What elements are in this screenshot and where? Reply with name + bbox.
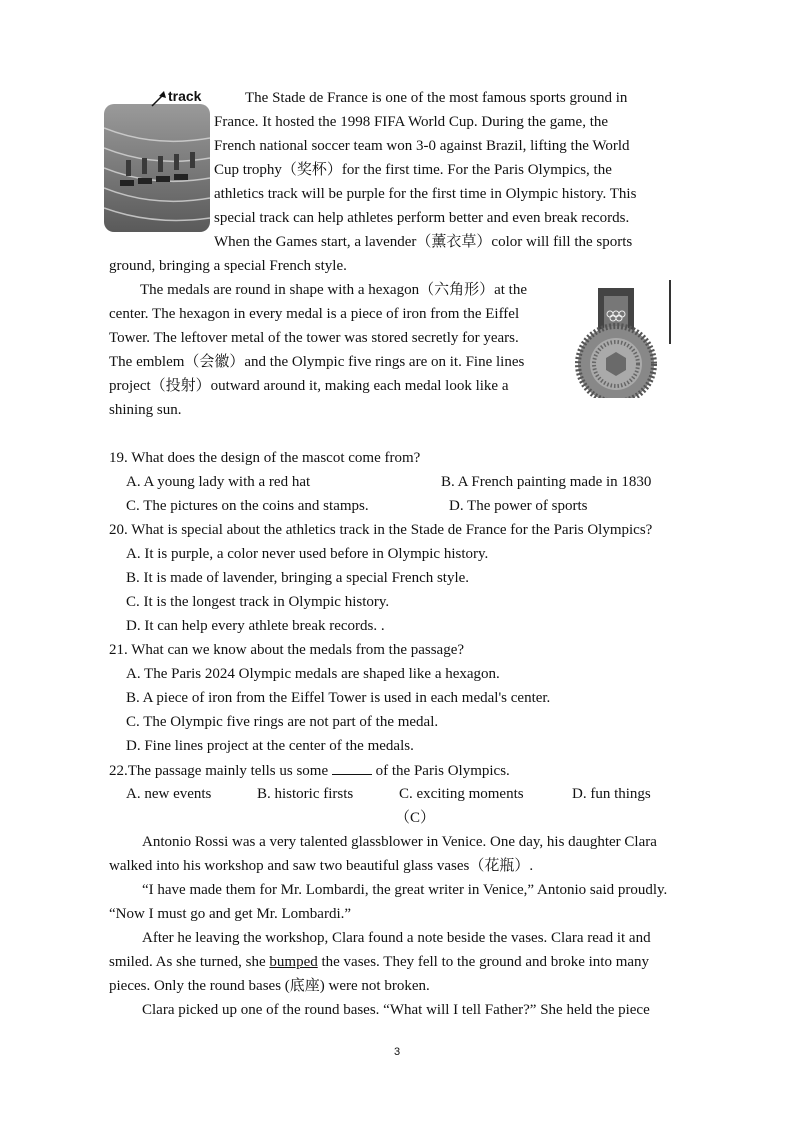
underlined-word-bumped: bumped [269, 954, 318, 970]
q22-stem-before: 22.The passage mainly tells us some [109, 763, 329, 779]
passage-b-p2-line3: Tower. The leftover metal of the tower was stored secretly for years. [109, 330, 519, 346]
passage-b-p2-line4: The emblem（会徽）and the Olympic five rings are on it. Fine lines [109, 354, 525, 370]
q21-option-d[interactable]: D. Fine lines project at the center of the medals. [126, 738, 414, 754]
p3-line2-before: smiled. As she turned, she [109, 954, 266, 970]
passage-c-p3-line3: pieces. Only the round bases (底座) were not broken. [109, 978, 430, 994]
passage-c-p2-line2: “Now I must go and get Mr. Lombardi.” [109, 906, 352, 922]
q19-option-b[interactable]: B. A French painting made in 1830 [441, 474, 652, 490]
passage-b-p2-line2: center. The hexagon in every medal is a piece of iron from the Eiffel [109, 306, 520, 322]
passage-b-p1-line7: When the Games start, a lavender（薰衣草）color will fill the sports [214, 234, 633, 250]
passage-b-p1-line6: special track can help athletes perform better and even break records. [214, 210, 630, 226]
q20-option-d[interactable]: D. It can help every athlete break records. . [126, 618, 385, 634]
q22-option-d[interactable]: D. fun things [572, 786, 651, 802]
q20-option-c[interactable]: C. It is the longest track in Olympic history. [126, 594, 390, 610]
passage-b-p1-line3: French national soccer team won 3-0 against Brazil, lifting the World [214, 138, 630, 154]
passage-b-p2-line5: project（投射）outward around it, making each medal look like a [109, 378, 509, 394]
passage-b-p1-line1: The Stade de France is one of the most famous sports ground in [245, 90, 628, 106]
q22-stem [109, 761, 510, 780]
q19-option-a[interactable]: A. A young lady with a red hat [126, 474, 311, 490]
passage-b-p1-line2: France. It hosted the 1998 FIFA World Cup. During the game, the [214, 114, 609, 130]
q20-stem: 20. What is special about the athletics track in the Stade de France for the Paris Olympics? [109, 522, 653, 538]
track-photo [104, 88, 210, 232]
passage-c-p1-line1: Antonio Rossi was a very talented glassblower in Venice. One day, his daughter Clara [142, 834, 657, 850]
passage-b-p1-line5: athletics track will be purple for the first time in Olympic history. This [214, 186, 637, 202]
passage-b-p1-line4: Cup trophy（奖杯）for the first time. For the Paris Olympics, the [214, 162, 612, 178]
track-label: track [168, 88, 202, 104]
medal-illustration [574, 278, 674, 398]
passage-c-p1-line2: walked into his workshop and saw two beautiful glass vases（花瓶）. [109, 858, 534, 874]
q22-option-a[interactable]: A. new events [126, 786, 212, 802]
p3-line2-after: the vases. They fell to the ground and broke into many [321, 954, 650, 970]
medal-photo [574, 278, 674, 398]
passage-c-p3-line1: After he leaving the workshop, Clara found a note beside the vases. Clara read it and [142, 930, 651, 946]
passage-c-p2-line1: “I have made them for Mr. Lombardi, the great writer in Venice,” Antonio said proudly. [142, 882, 668, 898]
q21-stem: 21. What can we know about the medals from the passage? [109, 642, 465, 658]
q22-stem-after: of the Paris Olympics. [375, 763, 510, 779]
q20-option-a[interactable]: A. It is purple, a color never used before in Olympic history. [126, 546, 489, 562]
passage-b-p1-line8: ground, bringing a special French style. [109, 258, 347, 274]
q22-option-b[interactable]: B. historic firsts [257, 786, 354, 802]
page-number: 3 [394, 1046, 401, 1058]
passage-c-p4-line1: Clara picked up one of the round bases. “What will I tell Father?” She held the piece [142, 1002, 650, 1018]
q22-blank [332, 761, 372, 775]
q19-option-c[interactable]: C. The pictures on the coins and stamps. [126, 498, 369, 514]
passage-b-p2-line6: shining sun. [109, 402, 182, 418]
passage-b-p2-line1: The medals are round in shape with a hexagon（六角形）at the [140, 282, 527, 298]
q19-stem: 19. What does the design of the mascot come from? [109, 450, 421, 466]
q21-option-c[interactable]: C. The Olympic five rings are not part of the medal. [126, 714, 439, 730]
q19-option-d[interactable]: D. The power of sports [449, 498, 588, 514]
q21-option-b[interactable]: B. A piece of iron from the Eiffel Tower is used in each medal's center. [126, 690, 551, 706]
section-c-heading: （C） [395, 810, 436, 826]
q22-option-c[interactable]: C. exciting moments [399, 786, 524, 802]
q21-option-a[interactable]: A. The Paris 2024 Olympic medals are shaped like a hexagon. [126, 666, 500, 682]
track-illustration [104, 88, 210, 232]
passage-c-p3-line2 [109, 953, 649, 971]
q20-option-b[interactable]: B. It is made of lavender, bringing a special French style. [126, 570, 470, 586]
